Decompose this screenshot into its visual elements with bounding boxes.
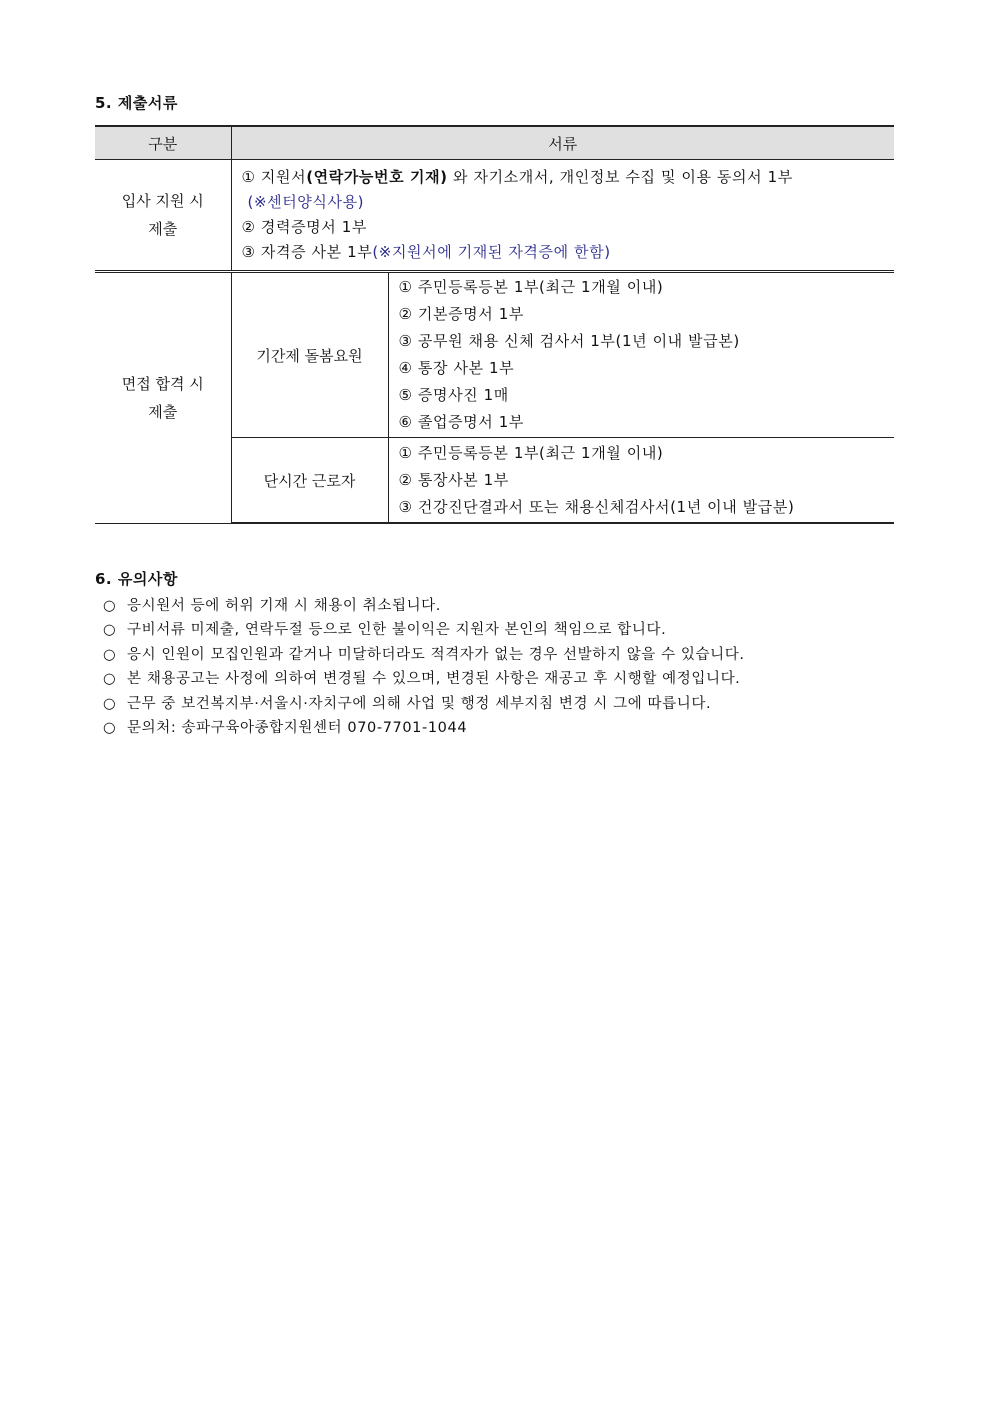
notes-list [103,594,745,740]
item1-pre: ① 지원서 [241,168,307,186]
list-item [242,165,895,190]
category-application-line1: 입사 지원 시 [121,192,204,210]
note-text: 응시원서 등에 허위 기재 시 채용이 취소됩니다. [127,598,441,614]
list-item: ① 주민등록등본 1부(최근 1개월 이내) [398,278,664,296]
list-item [103,692,745,716]
list-item [103,716,745,740]
circle-bullet-icon: ○ [103,646,117,663]
group-name-parttime: 단시간 근로자 [231,438,388,524]
application-items [231,160,894,272]
circle-bullet-icon: ○ [103,719,117,736]
list-item: ⑤ 증명사진 1매 [398,386,509,404]
table-row-interview-1 [95,272,894,438]
category-interview [95,272,231,524]
item3-note: (※지원서에 기재된 자격증에 한함) [372,243,611,261]
circle-bullet-icon: ○ [103,695,117,712]
section-6-title: 6. 유의사항 [95,570,178,588]
section-5-title: 5. 제출서류 [95,94,178,112]
list-item [103,594,745,618]
list-item: ① 주민등록등본 1부(최근 1개월 이내) [398,443,664,462]
note-text: 문의처: 송파구육아종합지원센터 070-7701-1044 [127,719,468,736]
item1-post: 와 자기소개서, 개인정보 수집 및 이용 동의서 1부 [447,168,793,186]
table-header-row [95,126,894,160]
group-name-caregiver: 기간제 돌봄요원 [231,272,388,438]
circle-bullet-icon: ○ [103,598,117,614]
list-item [103,643,745,667]
item1-note: (※센터양식사용) [247,193,365,211]
header-documents: 서류 [231,126,894,160]
circle-bullet-icon: ○ [103,671,117,688]
note-text: 근무 중 보건복지부·서울시·자치구에 의해 사업 및 행정 세부지침 변경 시 그에 따릅니다. [127,695,712,712]
note-text: 응시 인원이 모집인원과 같거나 미달하더라도 적격자가 없는 경우 선발하지 않을 수 있습니다. [127,646,745,663]
table-row-application [95,160,894,272]
list-item: ⑥ 졸업증명서 1부 [398,413,524,431]
list-item: ② 경력증명서 1부 [241,218,367,236]
note-text: 본 채용공고는 사정에 의하여 변경될 수 있으며, 변경된 사항은 재공고 후 시행할 예정입니다. [127,671,741,688]
list-item: ④ 통장 사본 1부 [398,359,515,377]
list-item: ③ 공무원 채용 신체 검사서 1부(1년 이내 발급본) [398,332,740,350]
list-item [103,618,745,642]
parttime-items [388,438,894,524]
category-interview-line2: 제출 [148,402,178,421]
list-item: ② 기본증명서 1부 [398,305,524,323]
category-interview-line1: 면접 합격 시 [121,374,204,393]
note-text: 구비서류 미제출, 연락두절 등으로 인한 불이익은 지원자 본인의 책임으로 합니다. [127,622,667,639]
list-item: ② 통장사본 1부 [398,470,509,489]
list-item [103,667,745,691]
item1-bold: (연락가능번호 기재) [306,168,448,186]
list-item: ③ 건강진단결과서 또는 채용신체검사서(1년 이내 발급분) [398,497,795,516]
category-application-line2: 제출 [148,220,178,238]
circle-bullet-icon: ○ [103,622,117,639]
item3-pre: ③ 자격증 사본 1부 [241,243,373,261]
documents-table [95,125,894,524]
header-category: 구분 [95,126,231,160]
category-application [95,160,231,272]
list-item [242,240,895,265]
caregiver-items [388,272,894,438]
